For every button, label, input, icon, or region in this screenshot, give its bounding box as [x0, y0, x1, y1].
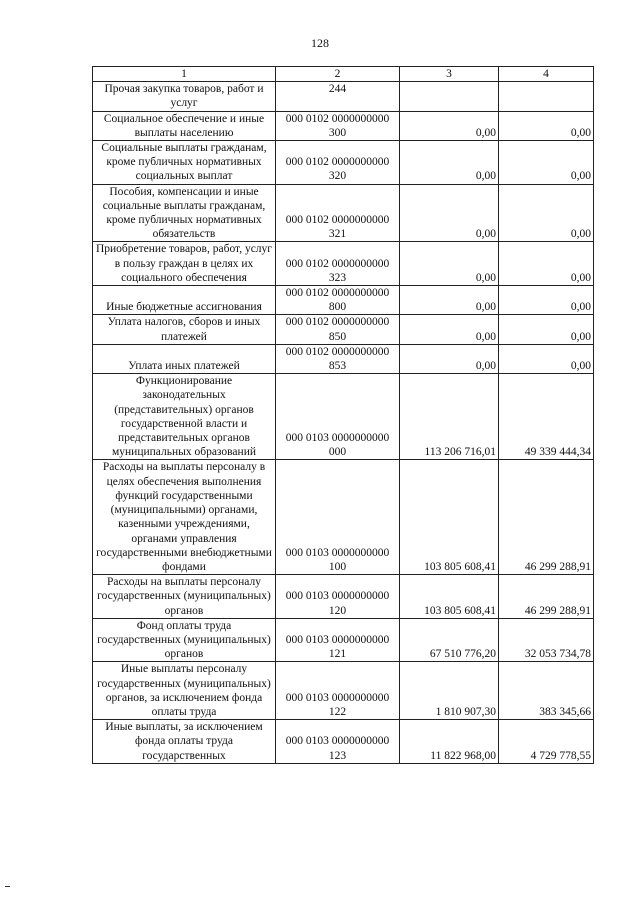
row-value-4: 46 299 288,91 — [499, 460, 594, 575]
row-value-3: 103 805 608,41 — [400, 460, 499, 575]
row-name: Расходы на выплаты персоналу в целях обеспечения выполнения функций государственными (муниципальными) органами, казенными учреждениями, органами управления государственными внебюджетными фондами — [93, 460, 276, 575]
row-code-a: 000 0102 0000000000 — [285, 214, 390, 227]
row-code — [276, 242, 400, 286]
row-value-4: 0,00 — [499, 344, 594, 373]
header-row — [93, 67, 594, 82]
row-value-3: 0,00 — [400, 344, 499, 373]
row-value-4: 46 299 288,91 — [499, 575, 594, 619]
row-name: Иные выплаты, за исключением фонда оплаты труда государственных — [93, 720, 276, 764]
row-value-3: 0,00 — [400, 286, 499, 315]
budget-table — [92, 66, 594, 764]
row-code-b: 323 — [328, 271, 347, 284]
row-code-b: 123 — [328, 749, 347, 762]
row-code-a: 000 0102 0000000000 — [285, 112, 390, 125]
row-code-a: 244 — [328, 83, 347, 96]
row-code-a: 000 0103 0000000000 — [285, 590, 390, 603]
row-code-a: 000 0102 0000000000 — [285, 316, 390, 329]
row-code-b: 121 — [328, 648, 347, 661]
row-name: Расходы на выплаты персоналу государственных (муниципальных) органов — [93, 575, 276, 619]
row-code — [276, 460, 400, 575]
row-value-4: 0,00 — [499, 242, 594, 286]
row-name: Фонд оплаты труда государственных (муниципальных) органов — [93, 618, 276, 662]
row-value-4: 0,00 — [499, 184, 594, 242]
row-code-b: 122 — [328, 705, 347, 718]
table-row — [93, 460, 594, 575]
row-name: Пособия, компенсации и иные социальные выплаты гражданам, кроме публичных нормативных обязательств — [93, 184, 276, 242]
header-col-2: 2 — [276, 67, 400, 82]
row-value-4: 0,00 — [499, 111, 594, 140]
row-code-b: 800 — [328, 301, 347, 314]
header-col-3: 3 — [400, 67, 499, 82]
table-row — [93, 315, 594, 344]
table-row — [93, 575, 594, 619]
row-code-a: 000 0103 0000000000 — [285, 432, 390, 445]
row-code-a: 000 0102 0000000000 — [285, 156, 390, 169]
table-row — [93, 344, 594, 373]
row-code — [276, 111, 400, 140]
table-row — [93, 184, 594, 242]
row-code-b: 120 — [328, 604, 347, 617]
row-code-b: 853 — [328, 360, 347, 373]
row-value-3: 0,00 — [400, 111, 499, 140]
row-code — [276, 618, 400, 662]
row-name: Социальное обеспечение и иные выплаты населению — [93, 111, 276, 140]
row-code-b: 000 — [328, 446, 347, 459]
row-code — [276, 82, 400, 111]
row-code-b: 321 — [328, 228, 347, 241]
row-name: Иные бюджетные ассигнования — [93, 286, 276, 315]
row-value-4 — [499, 82, 594, 111]
row-code-a: 000 0103 0000000000 — [285, 691, 390, 704]
row-name: Иные выплаты персоналу государственных (муниципальных) органов, за исключением фонда оплаты труда — [93, 662, 276, 720]
table-row — [93, 662, 594, 720]
table-row — [93, 82, 594, 111]
row-name: Социальные выплаты гражданам, кроме публичных нормативных социальных выплат — [93, 141, 276, 185]
row-value-3: 0,00 — [400, 184, 499, 242]
margin-mark — [5, 886, 10, 887]
row-code-a: 000 0103 0000000000 — [285, 633, 390, 646]
row-code-a: 000 0102 0000000000 — [285, 287, 390, 300]
table-row — [93, 242, 594, 286]
row-code — [276, 662, 400, 720]
row-code — [276, 184, 400, 242]
table-row — [93, 286, 594, 315]
row-value-3 — [400, 82, 499, 111]
row-name: Уплата налогов, сборов и иных платежей — [93, 315, 276, 344]
row-code-b: 850 — [328, 330, 347, 343]
row-value-3: 0,00 — [400, 242, 499, 286]
row-value-3: 113 206 716,01 — [400, 374, 499, 460]
table-row — [93, 720, 594, 764]
page-number: 128 — [311, 36, 329, 50]
row-value-3: 0,00 — [400, 315, 499, 344]
row-name: Функционирование законодательных (представительных) органов государственной власти и представительных органов муниципальных образований — [93, 374, 276, 460]
row-code-b: 320 — [328, 170, 347, 183]
row-name: Приобретение товаров, работ, услуг в пользу граждан в целях их социального обеспечения — [93, 242, 276, 286]
row-name: Уплата иных платежей — [93, 344, 276, 373]
row-code-a: 000 0102 0000000000 — [285, 257, 390, 270]
row-value-4: 0,00 — [499, 315, 594, 344]
table-row — [93, 374, 594, 460]
row-code-b: 100 — [328, 560, 347, 573]
row-value-3: 1 810 907,30 — [400, 662, 499, 720]
row-code — [276, 141, 400, 185]
row-code — [276, 575, 400, 619]
row-value-4: 4 729 778,55 — [499, 720, 594, 764]
row-code-a: 000 0103 0000000000 — [285, 735, 390, 748]
row-code-a: 000 0103 0000000000 — [285, 546, 390, 559]
row-value-3: 11 822 968,00 — [400, 720, 499, 764]
row-value-3: 103 805 608,41 — [400, 575, 499, 619]
row-value-4: 32 053 734,78 — [499, 618, 594, 662]
row-code-a: 000 0102 0000000000 — [285, 345, 390, 358]
row-code — [276, 374, 400, 460]
row-code — [276, 344, 400, 373]
row-code — [276, 315, 400, 344]
row-code — [276, 286, 400, 315]
row-value-3: 67 510 776,20 — [400, 618, 499, 662]
header-col-4: 4 — [499, 67, 594, 82]
row-value-4: 383 345,66 — [499, 662, 594, 720]
row-code-b: 300 — [328, 126, 347, 139]
row-value-3: 0,00 — [400, 141, 499, 185]
row-value-4: 49 339 444,34 — [499, 374, 594, 460]
header-col-1: 1 — [93, 67, 276, 82]
row-value-4: 0,00 — [499, 286, 594, 315]
row-code — [276, 720, 400, 764]
row-value-4: 0,00 — [499, 141, 594, 185]
table-row — [93, 111, 594, 140]
table-row — [93, 618, 594, 662]
table-row — [93, 141, 594, 185]
row-name: Прочая закупка товаров, работ и услуг — [93, 82, 276, 111]
